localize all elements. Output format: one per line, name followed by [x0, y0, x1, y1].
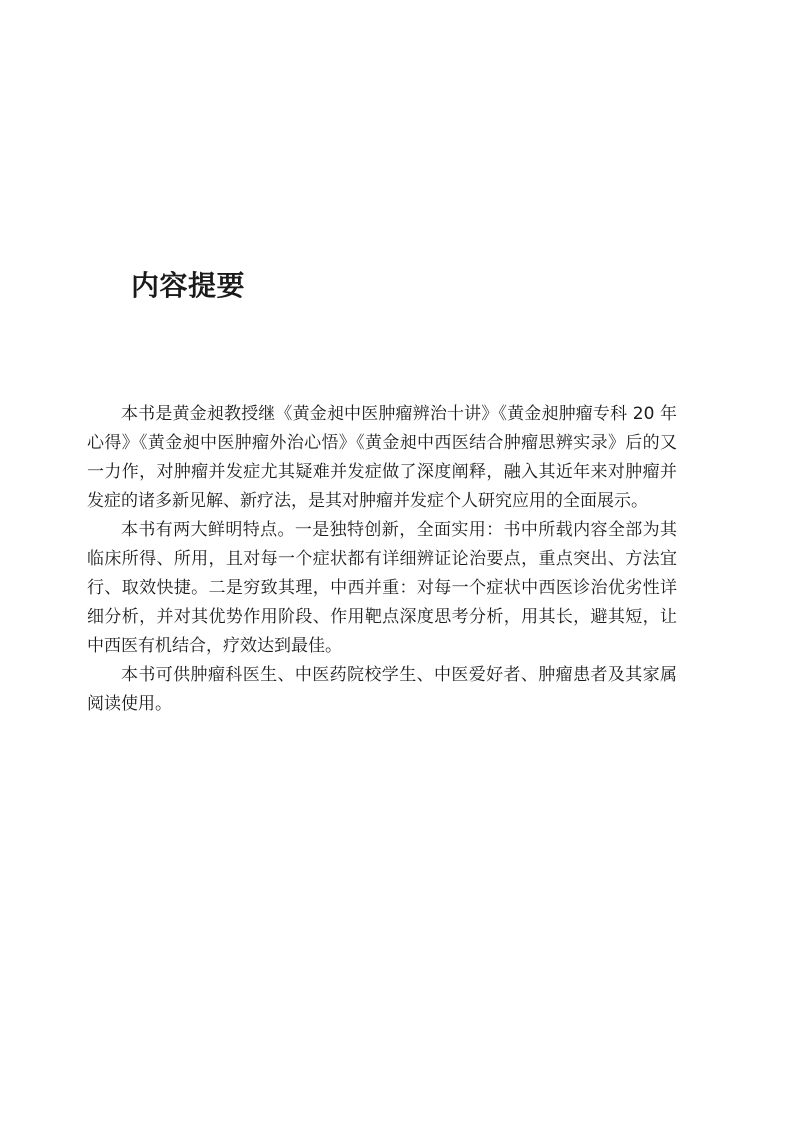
summary-body [87, 400, 677, 719]
paragraph-features: 本书有两大鲜明特点。一是独特创新，全面实用：书中所载内容全部为其临床所得、所用，且对每一个症状都有详细辨证论治要点，重点突出、方法宜行、取效快捷。二是穷致其理，中西并重：对每一个症状中西医诊治优劣性详细分析，并对其优势作用阶段、作用靶点深度思考分析，用其长，避其短，让中西医有机结合，疗效达到最佳。 [87, 520, 677, 656]
paragraph-intro: 本书是黄金昶教授继《黄金昶中医肿瘤辨治十讲》《黄金昶肿瘤专科 20 年心得》《黄金昶中医肿瘤外治心悟》《黄金昶中西医结合肿瘤思辨实录》后的又一力作，对肿瘤并发症尤其疑难并发症做了深度阐释，融入其近年来对肿瘤并发症的诸多新见解、新疗法，是其对肿瘤并发症个人研究应用的全面展示。 [87, 404, 677, 511]
page-title: 内容提要 [131, 269, 246, 302]
paragraph-audience: 本书可供肿瘤科医生、中医药院校学生、中医爱好者、肿瘤患者及其家属阅读使用。 [87, 665, 677, 714]
